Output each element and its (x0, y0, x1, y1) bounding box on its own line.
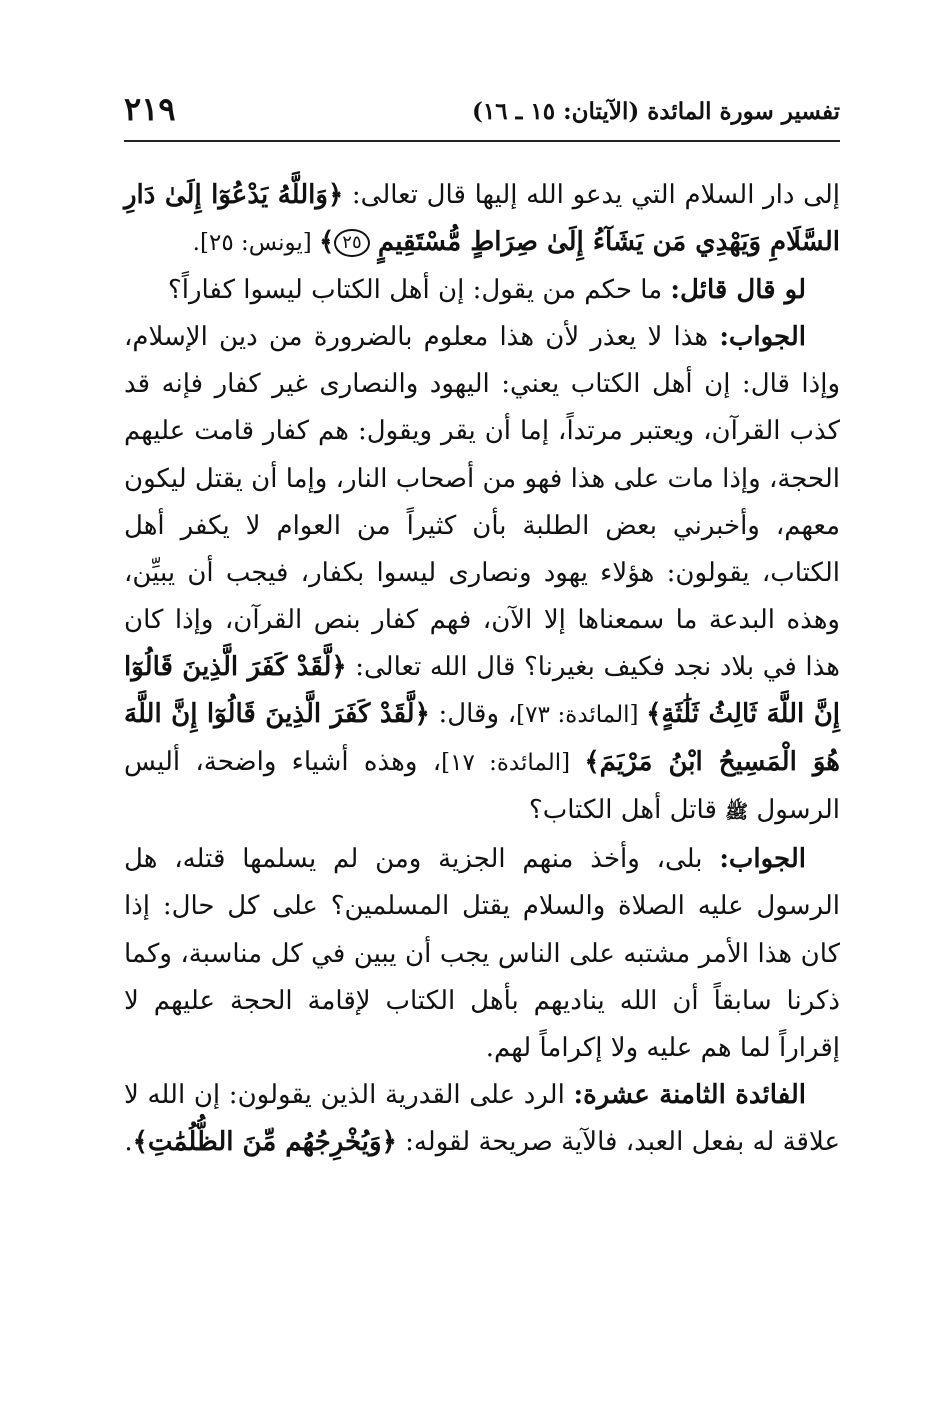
paragraph-3-text-d: قاتل أهل الكتاب؟ (528, 795, 726, 826)
paragraph-1 (124, 172, 840, 267)
verse-number-marker: ٢٥ (334, 229, 369, 257)
quran-quote-yunus-end: ﴾ (319, 227, 335, 258)
paragraph-3 (124, 314, 840, 836)
paragraph-3-text-b: ، وقال: (429, 699, 517, 730)
citation-yunus: [يونس: ٢٥]. (192, 230, 320, 257)
salawat-honorific: ﷺ (725, 801, 749, 824)
paragraph-5 (124, 1072, 840, 1166)
paragraph-5-end: . (124, 1126, 133, 1157)
paragraph-4-text: بلى، وأخذ منهم الجزية ومن لم يسلمها قتله، هل الرسول عليه الصلاة والسلام يقتل المسلمين؟ على كل حال: إذا كان هذا الأمر مشتبه على الناس يجب أن يبين في كل مناسبة، وكما ذكرنا سابقاً أن الله يناديهم بأهل الكتاب لإقامة الحجة عليهم لا إقراراً لما هم عليه ولا إكراماً لهم. (124, 844, 840, 1063)
paragraph-1-text: إلى دار السلام التي يدعو الله إليها قال تعالى: (343, 180, 840, 210)
quran-quote-zulumat: ﴿وَيُخْرِجُهُم مِّنَ الظُّلُمَٰتِ﴾ (132, 1126, 397, 1157)
page-number: ٢١٩ (124, 90, 176, 128)
header-divider (124, 140, 840, 142)
paragraph-3-text-a: هذا لا يعذر لأن هذا معلوم بالضرورة من دين الإسلام، وإذا قال: إن أهل الكتاب يعني: اليهود والنصارى غير كفار فإنه قد كذب القرآن، ويعتبر مرتداً، إما أن يقر ويقول: هم كفار قامت عليهم الحجة، وإذا مات على هذا فهو من أصحاب النار، وإما أن يقتل ليكون معهم، وأخبرني بعض الطلبة بأن كثيراً من العوام لا يكفر أهل الكتاب، يقولون: هؤلاء يهود ونصارى ليسوا بكفار، فيجب أن يبيِّن، وهذه البدعة ما سمعناها إلا الآن، فهم كفار بنص القرآن، وإذا كان هذا في بلاد نجد فكيف بغيرنا؟ قال الله تعالى: (124, 322, 840, 682)
paragraph-2-text: ما حكم من يقول: إن أهل الكتاب ليسوا كفاراً؟ (167, 275, 671, 306)
quran-quote-maidah-17: ﴿لَّقَدْ كَفَرَ الَّذِينَ قَالُوٓا إِنَّ اللَّهَ هُوَ الْمَسِيحُ ابْنُ مَرْيَمَ﴾ (124, 699, 840, 778)
paragraph-4 (124, 836, 840, 1071)
answer-lead-2: الجواب: (719, 844, 806, 875)
paragraph-2 (124, 267, 840, 314)
quran-quote-maidah-73: ﴿لَّقَدْ كَفَرَ الَّذِينَ قَالُوٓا إِنَّ اللَّهَ ثَالِثُ ثَلَٰثَةٍ﴾ (124, 651, 841, 730)
paragraph-3-text-c: ، وهذه أشياء واضحة، أليس الرسول (124, 747, 840, 826)
paragraph-5-text: الرد على القدرية الذين يقولون: إن الله لا علاقة له بفعل العبد، فالآية صريحة لقوله: (124, 1079, 840, 1157)
benefit-18-lead: الفائدة الثامنة عشرة: (573, 1079, 806, 1110)
answer-lead-1: الجواب: (719, 322, 806, 353)
page-header (124, 86, 840, 136)
running-title: تفسير سورة المائدة (الآيتان: ١٥ ـ ١٦) (472, 98, 840, 125)
page-body (124, 172, 840, 1166)
question-lead: لو قال قائل: (670, 275, 806, 306)
citation-maidah-73: [المائدة: ٧٣] (516, 702, 647, 729)
quran-quote-yunus: ﴿وَاللَّهُ يَدْعُوٓا إِلَىٰ دَارِ السَّلَامِ وَيَهْدِي مَن يَشَآءُ إِلَىٰ صِرَاطٍ مُّسْتَقِيمٍ (124, 180, 840, 258)
citation-maidah-17: [المائدة: ١٧] (441, 750, 585, 777)
